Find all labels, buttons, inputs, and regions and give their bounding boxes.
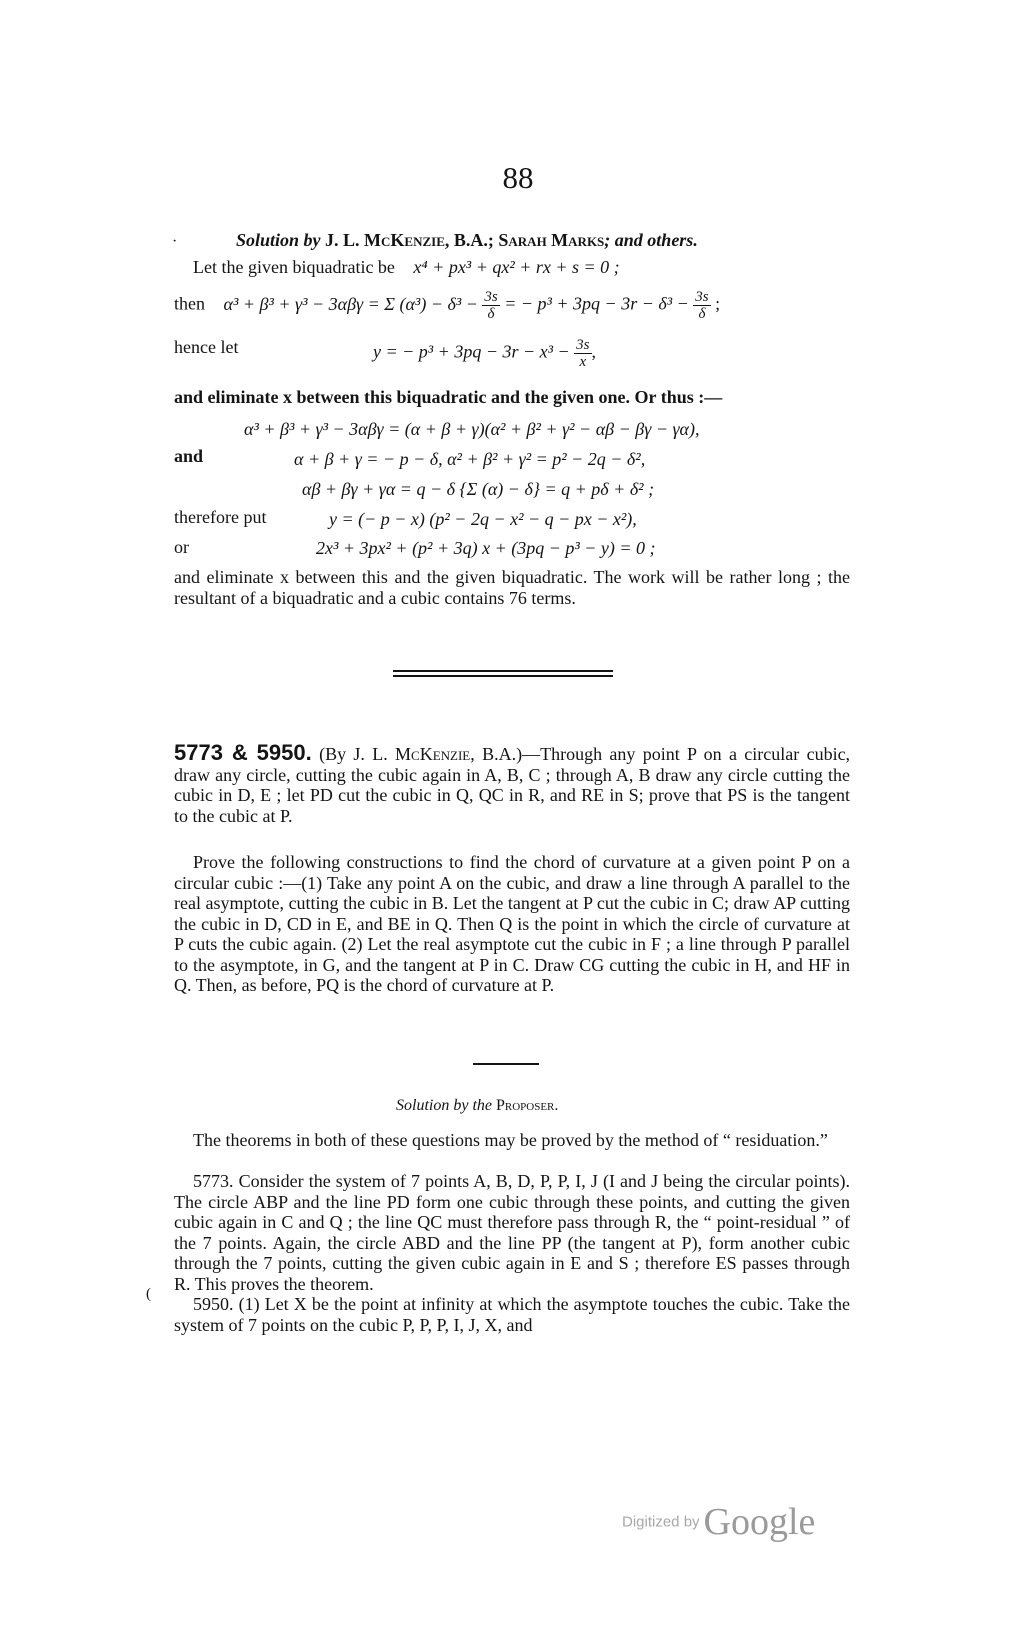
math-line-3-end: , — [591, 341, 596, 362]
problem-number: 5773 & 5950. — [174, 740, 312, 765]
math-line-2-end: ; — [715, 293, 721, 314]
problem-statement — [174, 740, 851, 826]
math-line-3 — [174, 337, 238, 358]
problem-byline-name: J. L. McKenzie — [353, 744, 471, 764]
math-line-2-eq-a: α³ + β³ + γ³ − 3αβγ = Σ (α³) − δ³ − — [223, 293, 478, 314]
digitized-by-text: Digitized by — [622, 1513, 700, 1531]
digitized-footer — [622, 1500, 815, 1544]
math-line-2-frac-1 — [482, 289, 499, 322]
google-logo: Google — [703, 1501, 816, 1543]
frac-num: 3s — [576, 337, 590, 353]
math-line-2-prefix: then — [174, 293, 205, 314]
frac-den: δ — [698, 306, 706, 322]
math-line-2-frac-2 — [693, 289, 710, 322]
solution-heading-1 — [236, 230, 698, 251]
solution-author-1: J. L. McKenzie — [325, 230, 445, 250]
problem-byline-pre: (By — [319, 744, 347, 764]
math-line-8: y = (− p − x) (p² − 2q − x² − q − px − x²), — [329, 509, 637, 529]
math-line-1 — [193, 257, 620, 278]
math-line-1-prefix: Let the given biquadratic be — [193, 257, 395, 277]
math-line-4: and eliminate x between this biquadratic and the given one. Or thus :— — [174, 387, 723, 407]
math-line-6: α + β + γ = − p − δ, α² + β² + γ² = p² − 2q − δ², — [294, 449, 646, 469]
math-line-1-eq: x⁴ + px³ + qx² + rx + s = 0 ; — [413, 257, 620, 277]
math-line-3-frac — [574, 337, 591, 370]
math-line-3-eq: y = − p³ + 3pq − 3r − x³ − — [373, 341, 570, 362]
divider-short — [473, 1063, 539, 1065]
body-paragraph-2: 5773. Consider the system of 7 points A, B, D, P, P, I, J (I and J being the circular points). The circle ABP and the line PD form one cubic through these points, and cutting the given cubic again in C and Q ; the line QC must therefore pass through R, the “ point-residual ” of the 7 points. Again, the circle ABD and the line PP (the tangent at P), form another cubic through the 7 points, cutting the given cubic again in E and S ; therefore ES passes through R. This proves the theorem. — [174, 1171, 850, 1294]
margin-dot: · — [172, 233, 178, 250]
math-line-3-eq-wrap — [373, 337, 596, 370]
problem-paragraph-2: Prove the following constructions to find the chord of curvature at a given point P on a circular cubic :—(1) Take any point A on the cubic, and draw a line through A parallel to the real asymptote, cutting the cubic in B. Let the tangent at P cut the cubic in C; draw AP cutting the cubic in D, CD in E, and BE in Q. Then Q is the point in which the circle of curvature at P cuts the cubic again. (2) Let the real asymptote cut the cubic in F ; a line through P parallel to the asymptote, in G, and the tangent at P in C. Draw CG cutting the cubic in H, and HF in Q. Then, as before, PQ is the chord of curvature at P. — [174, 852, 850, 995]
solution-2-lead: Solution by the — [396, 1097, 492, 1114]
page-number: 88 — [502, 160, 534, 195]
solution-author-1-suffix: , B.A.; — [444, 230, 494, 250]
frac-den: x — [579, 354, 587, 370]
math-line-6-prefix: and — [174, 446, 204, 466]
math-line-7: αβ + βγ + γα = q − δ {Σ (α) − δ} = q + pδ + δ² ; — [302, 479, 655, 499]
body-paragraph-3: 5950. (1) Let X be the point at infinity at which the asymptote touches the cubic. Take the system of 7 points on the cubic P, P, P, I, J, X, and — [174, 1294, 850, 1335]
problem-byline-post: , B.A.)— — [470, 744, 541, 764]
divider-double-bottom — [393, 675, 613, 677]
math-line-9: 2x³ + 3px² + (p² + 3q) x + (3pq − p³ − y) = 0 ; — [316, 538, 656, 558]
frac-num: 3s — [484, 289, 498, 305]
body-paragraph-1: The theorems in both of these questions may be proved by the method of “ residuation.” — [193, 1130, 828, 1150]
problem-text: Through any point P on a circular cubic, draw any circle, cutting the cubic again in A, B, C ; through A, B draw any circle cutting the cubic in D, E ; let PD cut the cubic in Q, QC in R, and RE in S; prove that PS is the tangent to the cubic at P. — [174, 744, 851, 826]
solution-lead: Solution by — [236, 230, 321, 250]
solution-2-author: Proposer. — [495, 1097, 559, 1114]
math-line-3-prefix: hence let — [174, 337, 239, 357]
math-line-5: α³ + β³ + γ³ − 3αβγ = (α + β + γ)(α² + β² + γ² − αβ − βγ − γα), — [244, 419, 700, 439]
solution-trail: ; and others. — [604, 230, 698, 250]
math-line-2 — [174, 289, 720, 322]
frac-den: δ — [487, 306, 495, 322]
math-line-9-prefix: or — [174, 537, 189, 557]
math-line-2-eq-b: = − p³ + 3pq − 3r − δ³ − — [504, 293, 689, 314]
solution-conclusion: and eliminate x between this and the given biquadratic. The work will be rather long ; the resultant of a biquadratic and a cubic contains 76 terms. — [174, 567, 850, 608]
divider-double-top — [393, 670, 613, 672]
solution-heading-2 — [396, 1097, 558, 1115]
math-line-8-prefix: therefore put — [174, 507, 267, 527]
frac-num: 3s — [695, 289, 709, 305]
solution-author-2: Sarah Marks — [498, 230, 605, 250]
margin-mark: ( — [146, 1286, 151, 1302]
